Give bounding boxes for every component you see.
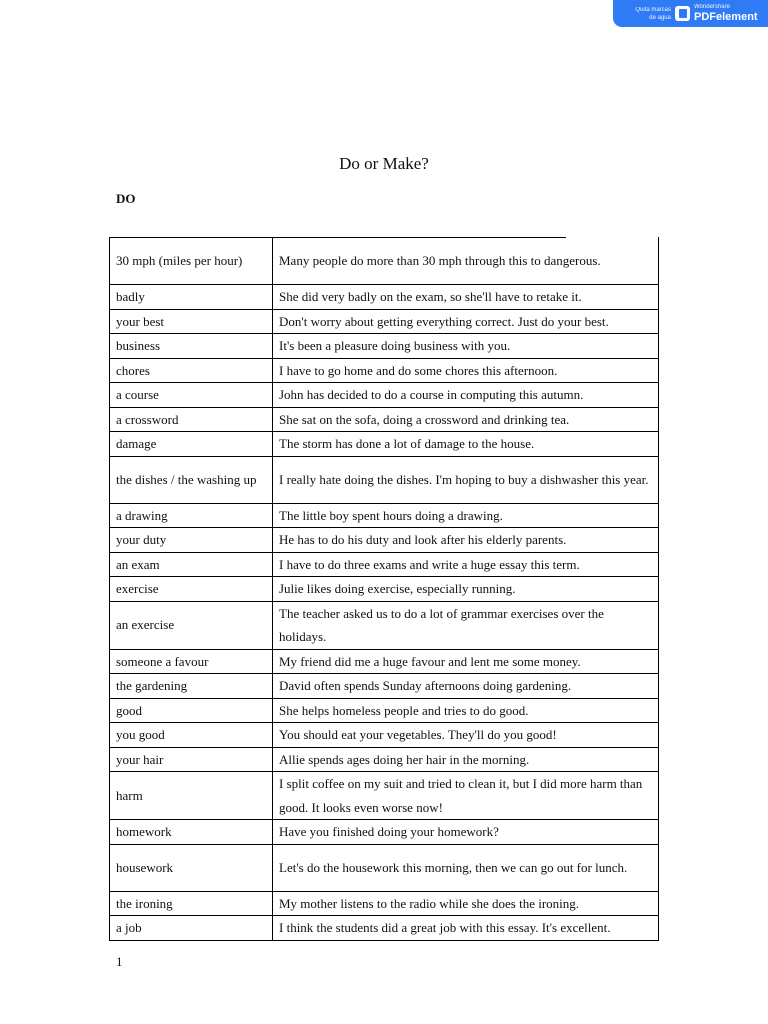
table-row bbox=[110, 383, 659, 408]
phrase-cell: a drawing bbox=[110, 503, 273, 528]
phrase-cell: homework bbox=[110, 820, 273, 845]
phrase-cell: housework bbox=[110, 844, 273, 891]
brand-name bbox=[694, 4, 758, 23]
phrase-cell: an exercise bbox=[110, 601, 273, 649]
table-row bbox=[110, 309, 659, 334]
remove-watermark-banner[interactable] bbox=[613, 0, 768, 27]
phrase-cell: the gardening bbox=[110, 674, 273, 699]
section-heading: DO bbox=[116, 191, 136, 206]
example-cell: Let's do the housework this morning, then we can go out for lunch. bbox=[273, 844, 659, 891]
table-row bbox=[110, 528, 659, 553]
phrase-cell: you good bbox=[110, 723, 273, 748]
phrase-cell: badly bbox=[110, 285, 273, 310]
table-row bbox=[110, 698, 659, 723]
table-row bbox=[110, 577, 659, 602]
phrase-cell: an exam bbox=[110, 552, 273, 577]
table-row bbox=[110, 334, 659, 359]
phrase-cell: the ironing bbox=[110, 891, 273, 916]
example-cell: She sat on the sofa, doing a crossword and drinking tea. bbox=[273, 407, 659, 432]
phrase-cell: your hair bbox=[110, 747, 273, 772]
example-cell: My mother listens to the radio while she does the ironing. bbox=[273, 891, 659, 916]
example-cell: I split coffee on my suit and tried to clean it, but I did more harm than good. It looks even worse now! bbox=[273, 772, 659, 820]
example-cell: Have you finished doing your homework? bbox=[273, 820, 659, 845]
table-row bbox=[110, 503, 659, 528]
table-row bbox=[110, 674, 659, 699]
phrase-cell: a job bbox=[110, 916, 273, 941]
example-cell: I think the students did a great job with this essay. It's excellent. bbox=[273, 916, 659, 941]
example-cell: John has decided to do a course in computing this autumn. bbox=[273, 383, 659, 408]
table-row bbox=[110, 747, 659, 772]
remove-watermark-line2: de agua bbox=[649, 14, 671, 21]
brand-product: PDFelement bbox=[694, 11, 758, 23]
example-cell: She helps homeless people and tries to do good. bbox=[273, 698, 659, 723]
example-cell: Julie likes doing exercise, especially running. bbox=[273, 577, 659, 602]
example-cell: Allie spends ages doing her hair in the morning. bbox=[273, 747, 659, 772]
example-cell: Don't worry about getting everything correct. Just do your best. bbox=[273, 309, 659, 334]
document-title: Do or Make? bbox=[339, 154, 429, 173]
table-row bbox=[110, 601, 659, 649]
example-cell: David often spends Sunday afternoons doing gardening. bbox=[273, 674, 659, 699]
example-cell: He has to do his duty and look after his elderly parents. bbox=[273, 528, 659, 553]
phrase-cell: your best bbox=[110, 309, 273, 334]
phrase-cell: business bbox=[110, 334, 273, 359]
phrase-cell: exercise bbox=[110, 577, 273, 602]
pdfelement-logo-icon bbox=[675, 6, 690, 21]
example-cell: I really hate doing the dishes. I'm hoping to buy a dishwasher this year. bbox=[273, 456, 659, 503]
phrase-cell: a course bbox=[110, 383, 273, 408]
table-row bbox=[110, 358, 659, 383]
table-row bbox=[110, 432, 659, 457]
example-cell: The little boy spent hours doing a drawing. bbox=[273, 503, 659, 528]
phrase-table bbox=[109, 237, 659, 941]
phrase-cell: someone a favour bbox=[110, 649, 273, 674]
table-row bbox=[110, 285, 659, 310]
example-cell: I have to do three exams and write a huge essay this term. bbox=[273, 552, 659, 577]
table-row bbox=[110, 456, 659, 503]
example-cell: It's been a pleasure doing business with you. bbox=[273, 334, 659, 359]
table-row bbox=[110, 649, 659, 674]
page-number: 1 bbox=[116, 954, 123, 969]
example-cell: The teacher asked us to do a lot of grammar exercises over the holidays. bbox=[273, 601, 659, 649]
table-row bbox=[110, 552, 659, 577]
example-cell: You should eat your vegetables. They'll do you good! bbox=[273, 723, 659, 748]
table-row bbox=[110, 820, 659, 845]
example-cell: Many people do more than 30 mph through this to​ dangerous. bbox=[273, 238, 659, 285]
table-row bbox=[110, 772, 659, 820]
remove-watermark-line1: Quita marcas bbox=[635, 6, 671, 13]
phrase-cell: your duty bbox=[110, 528, 273, 553]
phrase-cell: damage bbox=[110, 432, 273, 457]
phrase-cell: harm bbox=[110, 772, 273, 820]
text-occlusion bbox=[566, 236, 658, 249]
table-row bbox=[110, 723, 659, 748]
phrase-cell: good bbox=[110, 698, 273, 723]
phrase-cell: 30 mph (miles per hour) bbox=[110, 238, 273, 285]
phrase-cell: a crossword bbox=[110, 407, 273, 432]
table-row bbox=[110, 891, 659, 916]
example-cell: My friend did me a huge favour and lent me some money. bbox=[273, 649, 659, 674]
table-row bbox=[110, 844, 659, 891]
table-row bbox=[110, 916, 659, 941]
phrase-cell: the dishes / the washing up bbox=[110, 456, 273, 503]
example-cell: I have to go home and do some chores this afternoon. bbox=[273, 358, 659, 383]
table-row bbox=[110, 407, 659, 432]
example-cell: She did very badly on the exam, so she'll have to retake it. bbox=[273, 285, 659, 310]
phrase-cell: chores bbox=[110, 358, 273, 383]
remove-watermark-label bbox=[613, 6, 675, 22]
brand-company: Wondershare bbox=[694, 4, 730, 10]
example-cell: The storm has done a lot of damage to the house. bbox=[273, 432, 659, 457]
